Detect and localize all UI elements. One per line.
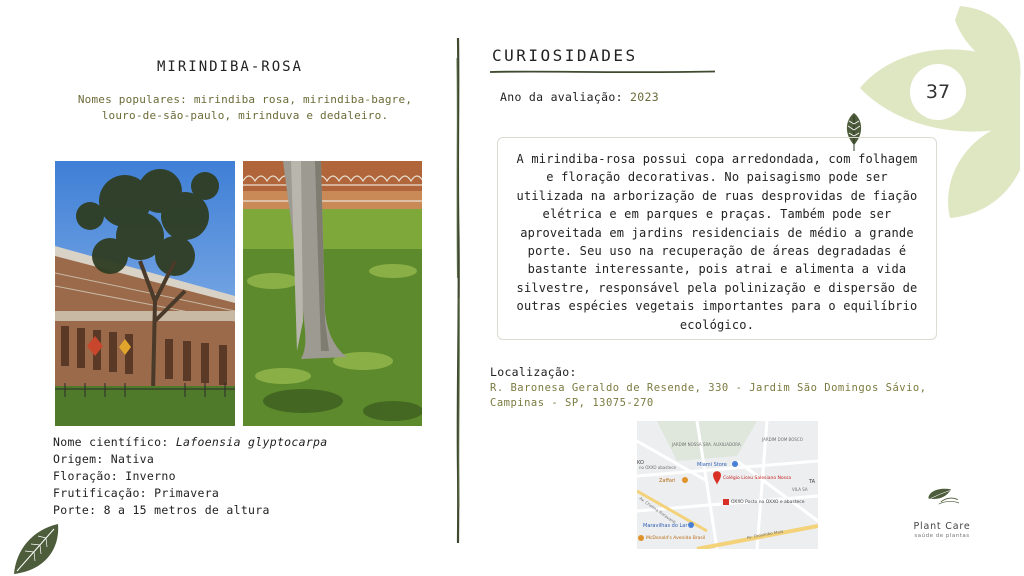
title-underline (490, 69, 715, 75)
oxxo-icon (723, 499, 729, 505)
map-label-district-2: JARDIM DOM BOSCO (762, 437, 803, 442)
tree-trunk-photo (243, 161, 422, 426)
map-label-oxxo-top: no OXXO abastece (639, 465, 677, 470)
flowering-line: Floração: Inverno (53, 469, 176, 483)
map-label-district-1: JARDIM NOSSA SRA. AUXILIADORA (672, 442, 741, 447)
species-name: MIRINDIBA-ROSA (156, 59, 303, 75)
page-number: 37 (910, 64, 966, 120)
map-label-vila: VILA SA (792, 487, 808, 492)
location-map[interactable] (637, 421, 818, 549)
store-pin-icon (732, 461, 738, 467)
scientific-name-value: Lafoensia glyptocarpa (175, 435, 328, 449)
location-address: R. Baronesa Geraldo de Resende, 330 - Jardim São Domingos Sávio, Campinas - SP, 13075-270 (490, 382, 927, 409)
maravilhas-pin-icon (688, 522, 694, 528)
location-label: Localização: (490, 365, 577, 379)
fruiting-line: Frutificação: Primavera (53, 486, 220, 500)
map-label-mcdonalds: McDonald's Avenida Brasil (646, 536, 706, 541)
popular-names: Nomes populares: mirindiba rosa, mirindiba-bagre, louro-de-são-paulo, mirinduva e dedaleiro. (77, 93, 413, 122)
map-label-oxxo: OXXO Posto no OXXO e abastece (731, 500, 805, 505)
evaluation-year-value: 2023 (630, 90, 659, 104)
map-label-store: Miami Store (697, 462, 727, 468)
map-label-edge-ko: KO (637, 460, 644, 466)
zaffari-pin-icon (682, 477, 688, 483)
bottom-leaf-icon (8, 520, 62, 576)
evaluation-year-label: Ano da avaliação: (500, 90, 631, 104)
size-line: Porte: 8 a 15 metros de altura (53, 503, 270, 517)
mcdonalds-pin-icon (638, 535, 644, 541)
map-label-avenue: Av. Orosimbo Maia (746, 528, 784, 540)
species-facts (53, 434, 453, 519)
evaluation-year (500, 90, 659, 104)
map-label-zaffari: Zaffari (659, 478, 676, 484)
curiosities-text: A mirindiba-rosa possui copa arredondada, com folhagem e floração decorativas. No paisagismo pode ser utilizada na arborização de ruas desprovidas de fiação elétrica e em parques e praças. Também pode ser aproveitada em jardins residenciais de médio a grande porte. Seu uso na recuperação de áreas degradadas é bastante interessante, pois atrai e alimenta a vida silvestre, responsável pela polinização e dispersão de outras espécies vegetais importantes para o equilíbrio ecológico. (516, 152, 918, 332)
brand-tagline: saúde de plantas (914, 533, 970, 539)
map-label-school: Colégio Liceu Salesiano Nossa (723, 476, 792, 481)
brand-name: Plant Care (913, 521, 971, 532)
curiosities-box (497, 137, 937, 340)
origin-line: Origem: Nativa (53, 452, 155, 466)
curiosities-title: CURIOSIDADES (492, 46, 638, 65)
column-divider (455, 38, 461, 543)
scientific-name-line (53, 434, 453, 451)
scientific-name-label: Nome científico: (53, 435, 176, 449)
tree-building-photo (55, 161, 235, 426)
map-label-maravilhas: Maravilhas do Lar (643, 523, 688, 529)
map-label-road: Av. Cristina Fioravanti (638, 495, 677, 525)
map-label-edge-ta: TA (809, 479, 816, 485)
leaf-bottom (948, 120, 1020, 218)
plant-care-logo-icon (900, 486, 984, 520)
